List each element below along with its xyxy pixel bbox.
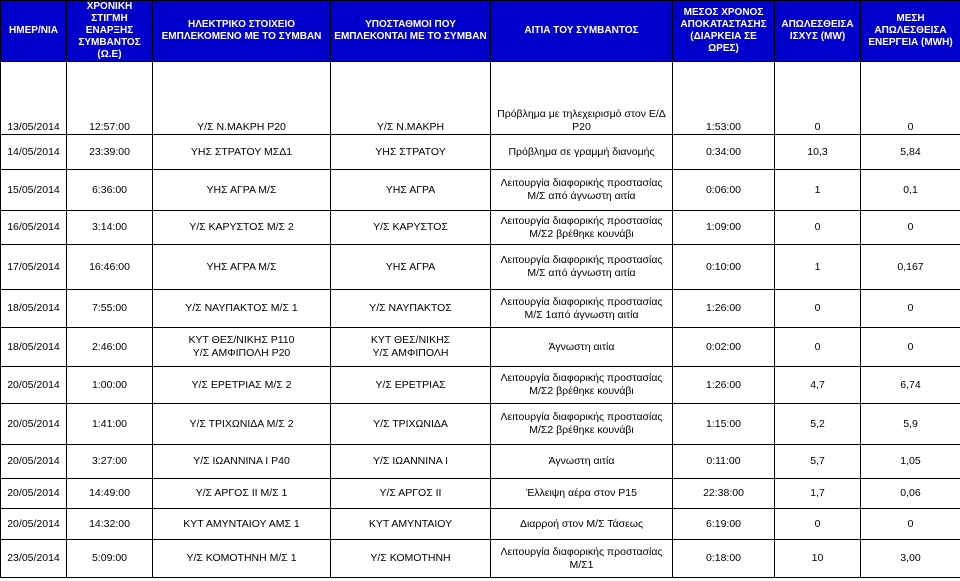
cell-lost-power: 1,7 <box>775 479 861 509</box>
cell-element: Υ/Σ ΚΟΜΟΤΗΝΗ Μ/Σ 1 <box>153 540 331 578</box>
cell-substations: Υ/Σ ΝΑΥΠΑΚΤΟΣ <box>331 290 491 328</box>
cell-substations: ΥΗΣ ΑΓΡΑ <box>331 245 491 290</box>
header-element: ΗΛΕΚΤΡΙΚΟ ΣΤΟΙΧΕΙΟ ΕΜΠΛΕΚΟΜΕΝΟ ΜΕ ΤΟ ΣΥΜΒΑΝ <box>153 1 331 62</box>
cell-lost-energy: 5,84 <box>861 135 960 170</box>
cell-lost-energy: 5,9 <box>861 404 960 445</box>
cell-restore-time: 1:26:00 <box>673 367 775 404</box>
cell-substations: Υ/Σ ΤΡΙΧΩΝΙΔΑ <box>331 404 491 445</box>
header-date: ΗΜΕΡ/ΝΙΑ <box>1 1 67 62</box>
cell-cause: Λειτουργία διαφορικής προστασίας Μ/Σ από άγνωστη αιτία <box>491 245 673 290</box>
cell-element: Υ/Σ Ν.ΜΑΚΡΗ Ρ20 <box>153 62 331 135</box>
cell-lost-power: 5,2 <box>775 404 861 445</box>
table-row <box>1 328 960 367</box>
cell-restore-time: 1:15:00 <box>673 404 775 445</box>
cell-start-time: 1:00:00 <box>67 367 153 404</box>
cell-substations: Υ/Σ ΑΡΓΟΣ ΙΙ <box>331 479 491 509</box>
cell-date: 16/05/2014 <box>1 211 67 245</box>
cell-restore-time: 0:11:00 <box>673 445 775 479</box>
cell-lost-power: 10 <box>775 540 861 578</box>
cell-date: 23/05/2014 <box>1 540 67 578</box>
cell-date: 15/05/2014 <box>1 170 67 211</box>
cell-start-time: 2:46:00 <box>67 328 153 367</box>
cell-element: ΚΥΤ ΑΜΥΝΤΑΙΟΥ ΑΜΣ 1 <box>153 509 331 540</box>
cell-lost-energy: 0 <box>861 211 960 245</box>
cell-date: 14/05/2014 <box>1 135 67 170</box>
cell-start-time: 1:41:00 <box>67 404 153 445</box>
cell-restore-time: 0:10:00 <box>673 245 775 290</box>
cell-cause: Λειτουργία διαφορικής προστασίας Μ/Σ2 βρέθηκε κουνάβι <box>491 404 673 445</box>
cell-element: Υ/Σ ΤΡΙΧΩΝΙΔΑ Μ/Σ 2 <box>153 404 331 445</box>
table-row <box>1 170 960 211</box>
cell-lost-energy: 0,167 <box>861 245 960 290</box>
cell-lost-power: 0 <box>775 328 861 367</box>
cell-lost-power: 0 <box>775 62 861 135</box>
cell-date: 13/05/2014 <box>1 62 67 135</box>
cell-restore-time: 22:38:00 <box>673 479 775 509</box>
cell-element: Υ/Σ ΝΑΥΠΑΚΤΟΣ Μ/Σ 1 <box>153 290 331 328</box>
cell-date: 20/05/2014 <box>1 479 67 509</box>
cell-lost-energy: 0 <box>861 509 960 540</box>
cell-date: 20/05/2014 <box>1 404 67 445</box>
cell-lost-power: 4,7 <box>775 367 861 404</box>
cell-substations: ΥΗΣ ΣΤΡΑΤΟΥ <box>331 135 491 170</box>
table-row <box>1 509 960 540</box>
header-row <box>1 1 960 62</box>
cell-element: Υ/Σ ΙΩΑΝΝΙΝΑ Ι Ρ40 <box>153 445 331 479</box>
cell-lost-energy: 3,00 <box>861 540 960 578</box>
cell-date: 20/05/2014 <box>1 509 67 540</box>
cell-restore-time: 0:18:00 <box>673 540 775 578</box>
cell-substations: Υ/Σ Ν.ΜΑΚΡΗ <box>331 62 491 135</box>
cell-start-time: 16:46:00 <box>67 245 153 290</box>
cell-element: Υ/Σ ΑΡΓΟΣ ΙΙ Μ/Σ 1 <box>153 479 331 509</box>
cell-start-time: 23:39:00 <box>67 135 153 170</box>
cell-cause: Έλλειψη αέρα στον Ρ15 <box>491 479 673 509</box>
cell-restore-time: 1:09:00 <box>673 211 775 245</box>
cell-substations: ΚΥΤ ΘΕΣ/ΝΙΚΗΣ Υ/Σ ΑΜΦΙΠΟΛΗ <box>331 328 491 367</box>
cell-cause: Λειτουργία διαφορικής προστασίας Μ/Σ 1από άγνωστη αιτία <box>491 290 673 328</box>
table-row <box>1 540 960 578</box>
cell-start-time: 12:57:00 <box>67 62 153 135</box>
cell-cause: Άγνωστη αιτία <box>491 328 673 367</box>
cell-substations: Υ/Σ ΚΟΜΟΤΗΝΗ <box>331 540 491 578</box>
cell-lost-power: 10,3 <box>775 135 861 170</box>
cell-date: 17/05/2014 <box>1 245 67 290</box>
cell-date: 20/05/2014 <box>1 367 67 404</box>
cell-element: ΚΥΤ ΘΕΣ/ΝΙΚΗΣ Ρ110 Υ/Σ ΑΜΦΙΠΟΛΗ Ρ20 <box>153 328 331 367</box>
cell-substations: ΚΥΤ ΑΜΥΝΤΑΙΟΥ <box>331 509 491 540</box>
cell-cause: Λειτουργία διαφορικής προστασίας Μ/Σ1 <box>491 540 673 578</box>
cell-start-time: 7:55:00 <box>67 290 153 328</box>
cell-restore-time: 0:34:00 <box>673 135 775 170</box>
header-restore-time: ΜΕΣΟΣ ΧΡΟΝΟΣ ΑΠΟΚΑΤΑΣΤΑΣΗΣ (ΔΙΑΡΚΕΙΑ ΣΕ ΩΡΕΣ) <box>673 1 775 62</box>
cell-cause: Άγνωστη αιτία <box>491 445 673 479</box>
table-row <box>1 135 960 170</box>
cell-start-time: 14:32:00 <box>67 509 153 540</box>
cell-cause: Διαρροή στον Μ/Σ Τάσεως <box>491 509 673 540</box>
cell-restore-time: 0:02:00 <box>673 328 775 367</box>
table-row <box>1 479 960 509</box>
cell-lost-energy: 0,06 <box>861 479 960 509</box>
cell-cause: Λειτουργία διαφορικής προστασίας Μ/Σ2 βρέθηκε κουνάβι <box>491 211 673 245</box>
cell-cause: Λειτουργία διαφορικής προστασίας Μ/Σ από άγνωστη αιτία <box>491 170 673 211</box>
cell-start-time: 14:49:00 <box>67 479 153 509</box>
cell-cause: Λειτουργία διαφορικής προστασίας Μ/Σ2 βρέθηκε κουνάβι <box>491 367 673 404</box>
cell-start-time: 5:09:00 <box>67 540 153 578</box>
cell-element: ΥΗΣ ΑΓΡΑ Μ/Σ <box>153 245 331 290</box>
cell-lost-energy: 6,74 <box>861 367 960 404</box>
table-row <box>1 290 960 328</box>
cell-lost-energy: 0 <box>861 328 960 367</box>
table-row <box>1 445 960 479</box>
cell-element: Υ/Σ ΕΡΕΤΡΙΑΣ Μ/Σ 2 <box>153 367 331 404</box>
cell-start-time: 6:36:00 <box>67 170 153 211</box>
cell-lost-power: 1 <box>775 245 861 290</box>
cell-restore-time: 6:19:00 <box>673 509 775 540</box>
cell-lost-energy: 0 <box>861 290 960 328</box>
cell-date: 18/05/2014 <box>1 328 67 367</box>
cell-substations: Υ/Σ ΕΡΕΤΡΙΑΣ <box>331 367 491 404</box>
cell-element: ΥΗΣ ΑΓΡΑ Μ/Σ <box>153 170 331 211</box>
cell-cause: Πρόβλημα σε γραμμή διανομής <box>491 135 673 170</box>
header-cause: ΑΙΤΙΑ ΤΟΥ ΣΥΜΒΑΝΤΟΣ <box>491 1 673 62</box>
cell-start-time: 3:27:00 <box>67 445 153 479</box>
cell-substations: Υ/Σ ΙΩΑΝΝΙΝΑ Ι <box>331 445 491 479</box>
cell-substations: ΥΗΣ ΑΓΡΑ <box>331 170 491 211</box>
cell-element: Υ/Σ ΚΑΡΥΣΤΟΣ Μ/Σ 2 <box>153 211 331 245</box>
table-row <box>1 211 960 245</box>
cell-lost-power: 5,7 <box>775 445 861 479</box>
cell-restore-time: 1:53:00 <box>673 62 775 135</box>
cell-element: ΥΗΣ ΣΤΡΑΤΟΥ ΜΣΔ1 <box>153 135 331 170</box>
cell-lost-energy: 1,05 <box>861 445 960 479</box>
table-body <box>1 62 960 578</box>
cell-date: 20/05/2014 <box>1 445 67 479</box>
cell-lost-energy: 0,1 <box>861 170 960 211</box>
header-start-time: ΧΡΟΝΙΚΗ ΣΤΙΓΜΗ ΕΝΑΡΞΗΣ ΣΥΜΒΑΝΤΟΣ (Ω.Ε) <box>67 1 153 62</box>
table-row <box>1 404 960 445</box>
cell-lost-energy: 0 <box>861 62 960 135</box>
cell-restore-time: 1:26:00 <box>673 290 775 328</box>
header-lost-energy: ΜΕΣΗ ΑΠΩΛΕΣΘΕΙΣΑ ΕΝΕΡΓΕΙΑ (MWH) <box>861 1 960 62</box>
cell-lost-power: 1 <box>775 170 861 211</box>
table-row <box>1 245 960 290</box>
cell-substations: Υ/Σ ΚΑΡΥΣΤΟΣ <box>331 211 491 245</box>
table-row <box>1 367 960 404</box>
table-row <box>1 62 960 135</box>
cell-lost-power: 0 <box>775 211 861 245</box>
cell-cause: Πρόβλημα με τηλεχειρισμό στον Ε/Δ Ρ20 <box>491 62 673 135</box>
cell-restore-time: 0:06:00 <box>673 170 775 211</box>
header-lost-power: ΑΠΩΛΕΣΘΕΙΣΑ ΙΣΧΥΣ (MW) <box>775 1 861 62</box>
cell-lost-power: 0 <box>775 290 861 328</box>
cell-lost-power: 0 <box>775 509 861 540</box>
header-substations: ΥΠΟΣΤΑΘΜΟΙ ΠΟΥ ΕΜΠΛΕΚΟΝΤΑΙ ΜΕ ΤΟ ΣΥΜΒΑΝ <box>331 1 491 62</box>
cell-date: 18/05/2014 <box>1 290 67 328</box>
cell-start-time: 3:14:00 <box>67 211 153 245</box>
